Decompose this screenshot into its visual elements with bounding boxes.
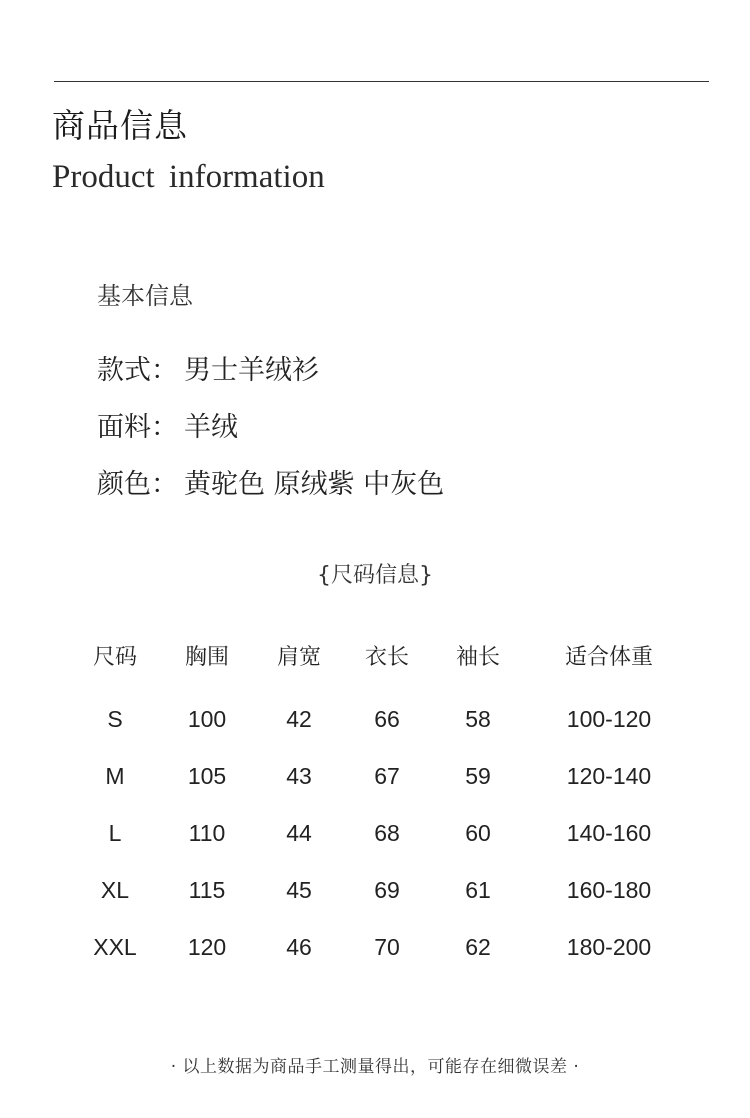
basic-info-heading: 基本信息	[97, 282, 193, 310]
table-cell: 100	[187, 706, 227, 732]
measurement-disclaimer: · 以上数据为商品手工测量得出，可能存在细微误差 ·	[170, 1057, 580, 1077]
fabric-value: 羊绒	[184, 412, 238, 443]
header-weight: 适合体重	[564, 645, 653, 670]
fabric-attribute	[97, 410, 238, 446]
table-cell: 43	[286, 763, 312, 789]
header-size: 尺码	[92, 645, 137, 670]
table-cell: 120	[187, 934, 227, 960]
table-cell: 61	[465, 877, 491, 903]
table-cell: 59	[465, 763, 491, 789]
header-sleeve: 袖长	[455, 645, 500, 670]
table-cell: 68	[374, 820, 400, 846]
header-chest: 胸围	[184, 645, 229, 670]
style-label: 款式：	[97, 355, 178, 386]
table-cell: 100-120	[566, 706, 652, 732]
table-cell: 45	[286, 877, 312, 903]
table-cell: 120-140	[566, 763, 652, 789]
table-cell: 44	[286, 820, 312, 846]
section-title-cn: 商品信息	[52, 106, 188, 145]
color-value: 黄驼色 原绒紫 中灰色	[184, 469, 445, 500]
table-cell: XXL	[93, 934, 137, 960]
table-cell: 69	[374, 877, 400, 903]
color-label: 颜色：	[97, 469, 178, 500]
table-cell: 62	[465, 934, 491, 960]
table-cell: 58	[465, 706, 491, 732]
table-cell: M	[105, 763, 125, 789]
table-cell: 180-200	[566, 934, 652, 960]
table-cell: S	[107, 706, 123, 732]
color-attribute	[97, 467, 444, 503]
table-cell: 42	[286, 706, 312, 732]
table-cell: 67	[374, 763, 400, 789]
top-divider	[54, 81, 709, 82]
table-cell: 115	[188, 877, 226, 903]
style-attribute	[97, 353, 319, 389]
header-length: 衣长	[364, 645, 409, 670]
table-cell: 105	[187, 763, 227, 789]
style-value: 男士羊绒衫	[184, 355, 319, 386]
header-shoulder: 肩宽	[276, 645, 321, 670]
table-cell: 46	[286, 934, 312, 960]
table-cell: 110	[188, 820, 226, 846]
table-cell: 70	[374, 934, 400, 960]
table-cell: XL	[100, 877, 130, 903]
table-cell: L	[108, 820, 122, 846]
table-cell: 160-180	[566, 877, 652, 903]
table-cell: 60	[465, 820, 491, 846]
table-cell: 66	[374, 706, 400, 732]
table-cell: 140-160	[566, 820, 652, 846]
size-table-title: {尺码信息}	[317, 563, 433, 588]
section-title-en: Product information	[52, 159, 325, 195]
fabric-label: 面料：	[97, 412, 178, 443]
